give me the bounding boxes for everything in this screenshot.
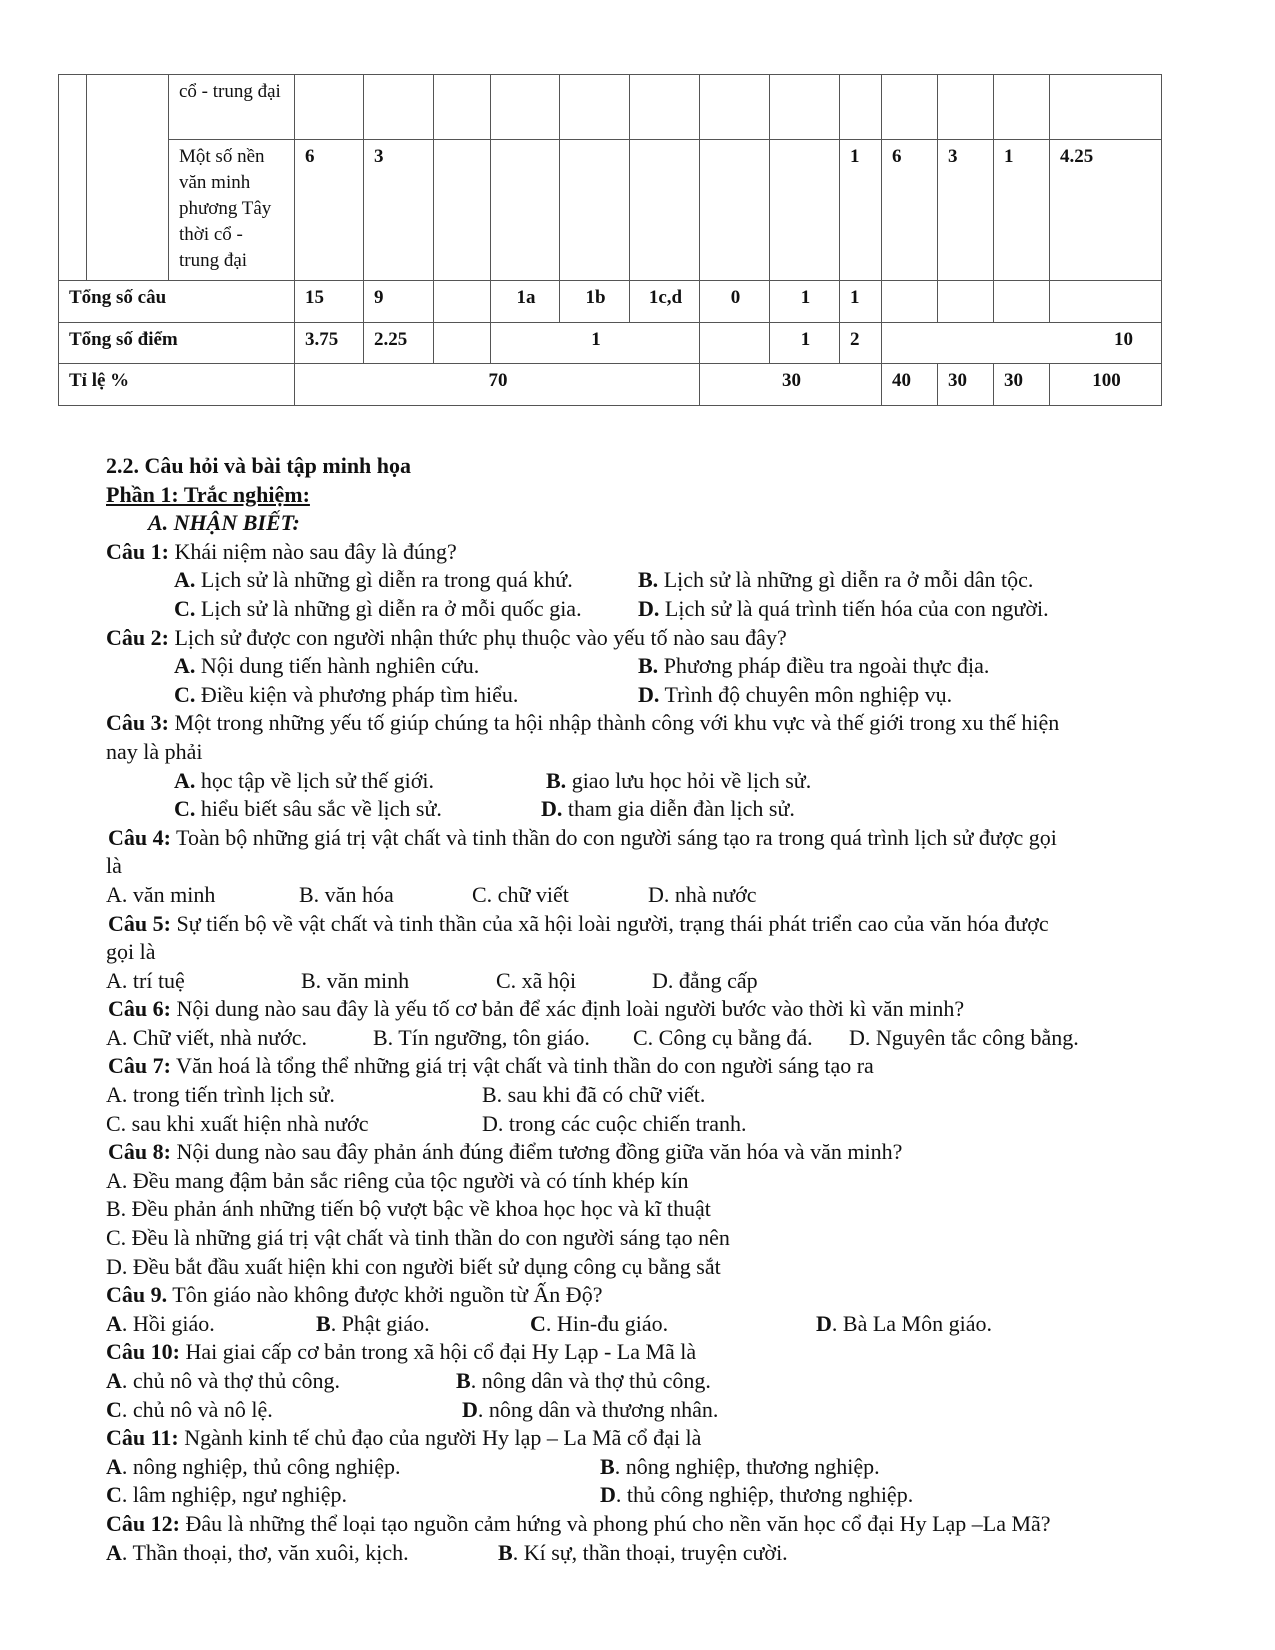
option-d: D. Trình độ chuyên môn nghiệp vụ.: [638, 681, 953, 707]
table-row: Tổng số điểm 3.75 2.25 1 1 2 10: [59, 323, 1162, 364]
option-a: A. Hồi giáo.: [106, 1310, 215, 1336]
option-d: D. nhà nước: [648, 881, 757, 907]
option-c: C. Công cụ bằng đá.: [633, 1024, 813, 1050]
option-d: D. Bà La Môn giáo.: [816, 1310, 992, 1336]
question-3-continued: nay là phải: [106, 738, 203, 764]
percent-label: Tỉ lệ %: [59, 364, 295, 406]
question-4: Câu 4: Toàn bộ những giá trị vật chất và tinh thần do con người sáng tạo ra trong quá trình lịch sử được gọi: [108, 824, 1057, 850]
question-6: Câu 6: Nội dung nào sau đây là yếu tố cơ bản để xác định loài người bước vào thời kì văn minh?: [108, 996, 965, 1022]
option-a: A. Nội dung tiến hành nghiên cứu.: [174, 653, 480, 679]
option-c: C. hiểu biết sâu sắc về lịch sử.: [174, 796, 442, 822]
option-d: D. tham gia diễn đàn lịch sử.: [541, 796, 795, 822]
question-2: Câu 2: Lịch sử được con người nhận thức phụ thuộc vào yếu tố nào sau đây?: [106, 624, 787, 650]
question-8: Câu 8: Nội dung nào sau đây phản ánh đúng điểm tương đồng giữa văn hóa và văn minh?: [108, 1139, 903, 1165]
option-a: A. Đều mang đậm bản sắc riêng của tộc người và có tính khép kín: [106, 1167, 689, 1193]
option-b: B. nông dân và thợ thủ công.: [456, 1368, 711, 1393]
question-9: Câu 9. Tôn giáo nào không được khởi nguồn từ Ấn Độ?: [106, 1282, 603, 1308]
total-questions-label: Tổng số câu: [59, 281, 295, 323]
question-1: Câu 1: Khái niệm nào sau đây là đúng?: [106, 538, 457, 564]
option-a: A. Chữ viết, nhà nước.: [106, 1024, 308, 1050]
option-a: A. trong tiến trình lịch sử.: [106, 1082, 335, 1108]
option-b: B. sau khi đã có chữ viết.: [482, 1082, 706, 1108]
question-11: Câu 11: Ngành kinh tế chủ đạo của người Hy lạp – La Mã cổ đại là: [106, 1425, 702, 1451]
option-c: C. lâm nghiệp, ngư nghiệp.: [106, 1482, 348, 1508]
question-10: Câu 10: Hai giai cấp cơ bản trong xã hội cổ đại Hy Lạp - La Mã là: [106, 1339, 697, 1365]
option-b: B. Kí sự, thần thoại, truyện cười.: [498, 1539, 788, 1565]
option-d: D. Lịch sử là quá trình tiến hóa của con người.: [638, 595, 1049, 621]
option-a: A. nông nghiệp, thủ công nghiệp.: [106, 1453, 401, 1479]
option-c: C. chữ viết: [472, 881, 569, 907]
question-5-continued: gọi là: [106, 939, 156, 965]
option-b: B. Phật giáo.: [316, 1310, 430, 1336]
option-b: B. giao lưu học hỏi về lịch sử.: [546, 767, 812, 793]
assessment-matrix-table: [58, 74, 1162, 406]
option-b: B. Phương pháp điều tra ngoài thực địa.: [638, 653, 990, 679]
part-title: Phần 1: Trắc nghiệm:: [106, 481, 310, 507]
topic-cell: Một số nền văn minh phương Tây thời cổ - trung đại: [169, 140, 295, 281]
option-c: C. Đều là những giá trị vật chất và tinh thần do con người sáng tạo nên: [106, 1225, 730, 1251]
option-c: C. Điều kiện và phương pháp tìm hiểu.: [174, 681, 519, 707]
option-b: B. nông nghiệp, thương nghiệp.: [600, 1453, 880, 1479]
question-7: Câu 7: Văn hoá là tổng thể những giá trị vật chất và tinh thần do con người sáng tạo ra: [108, 1053, 874, 1079]
option-b: B. văn minh: [301, 967, 410, 993]
table-row: Một số nền văn minh phương Tây thời cổ - trung đại 6 3 1 6 3 1 4.25: [59, 140, 1162, 281]
option-c: C. Hin-đu giáo.: [530, 1310, 669, 1336]
option-a: A. văn minh: [106, 881, 216, 907]
option-c: C. Lịch sử là những gì diễn ra ở mỗi quốc gia.: [174, 595, 582, 621]
option-d: D. Nguyên tắc công bằng.: [849, 1024, 1079, 1050]
option-a: A. trí tuệ: [106, 967, 185, 993]
option-a: A. học tập về lịch sử thế giới.: [174, 767, 435, 793]
option-b: B. văn hóa: [299, 881, 394, 907]
table-row: Tỉ lệ % 70 30 40 30 30 100: [59, 364, 1162, 406]
table-row: Tổng số câu 15 9 1a 1b 1c,d 0 1 1: [59, 281, 1162, 323]
question-list: [106, 452, 1196, 1567]
option-b: B. Tín ngưỡng, tôn giáo.: [373, 1024, 590, 1050]
topic-cell: cổ - trung đại: [169, 75, 295, 140]
option-a: A. Lịch sử là những gì diễn ra trong quá khứ.: [174, 567, 573, 593]
option-c: C. chủ nô và nô lệ.: [106, 1396, 273, 1422]
question-5: Câu 5: Sự tiến bộ về vật chất và tinh thần của xã hội loài người, trạng thái phát triển cao của văn hóa được: [108, 910, 1049, 936]
question-12: Câu 12: Đâu là những thể loại tạo nguồn cảm hứng và phong phú cho nền văn học cổ đại Hy Lạp –La Mã?: [106, 1510, 1051, 1536]
option-d: D. trong các cuộc chiến tranh.: [482, 1110, 747, 1136]
table-row: [59, 75, 1162, 140]
option-b: B. Lịch sử là những gì diễn ra ở mỗi dân tộc.: [638, 567, 1034, 593]
option-d: D. Đều bắt đầu xuất hiện khi con người biết sử dụng công cụ bằng sắt: [106, 1253, 721, 1279]
total-points-label: Tổng số điểm: [59, 323, 295, 364]
question-3: Câu 3: Một trong những yếu tố giúp chúng ta hội nhập thành công với khu vực và thế giới trong xu thế hiện: [106, 710, 1060, 736]
level-title: A. NHẬN BIẾT:: [148, 510, 300, 536]
section-title: 2.2. Câu hỏi và bài tập minh họa: [106, 453, 412, 478]
option-a: A. chủ nô và thợ thủ công.: [106, 1368, 341, 1393]
option-c: C. xã hội: [496, 967, 577, 993]
option-d: D. thủ công nghiệp, thương nghiệp.: [600, 1482, 914, 1508]
question-4-continued: là: [106, 853, 122, 879]
option-b: B. Đều phản ánh những tiến bộ vượt bậc về khoa học học và kĩ thuật: [106, 1196, 711, 1222]
option-d: D. đẳng cấp: [652, 967, 758, 993]
option-c: C. sau khi xuất hiện nhà nước: [106, 1110, 369, 1136]
option-d: D. nông dân và thương nhân.: [462, 1396, 719, 1422]
option-a: A. Thần thoại, thơ, văn xuôi, kịch.: [106, 1539, 409, 1565]
